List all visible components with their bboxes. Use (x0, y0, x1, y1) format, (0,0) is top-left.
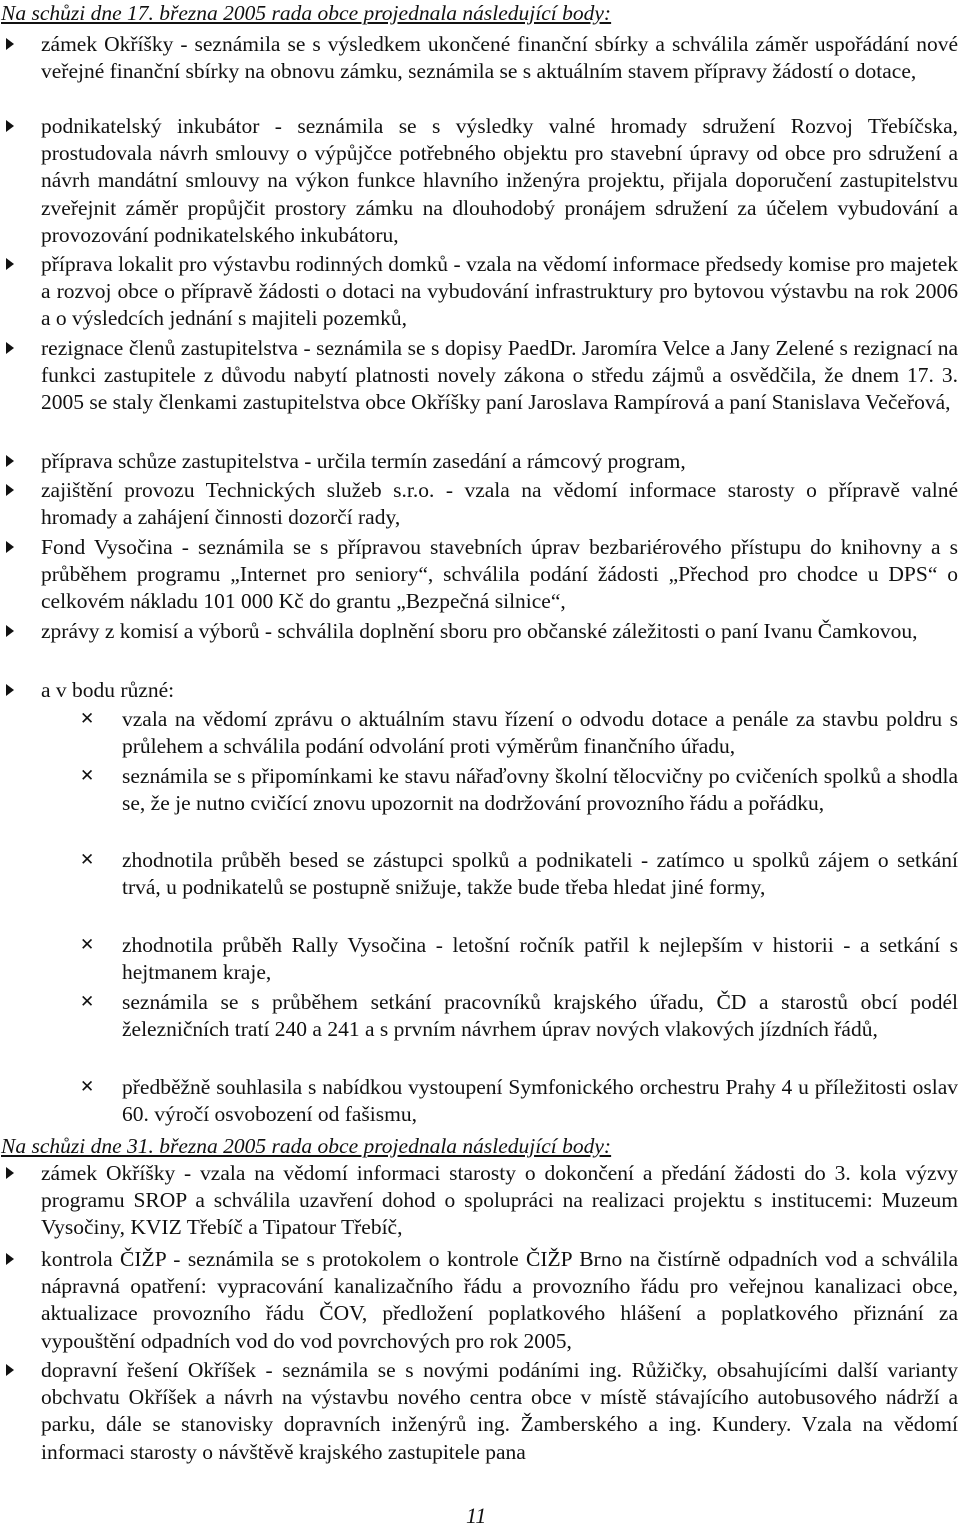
sub-list-item-text: zhodnotila průběh Rally Vysočina - letošní ročník patřil k nejlepším v historii - a setkání s hejtmanem kraje, (122, 933, 958, 985)
triangle-bullet-icon (6, 625, 14, 637)
list-item (0, 1160, 958, 1242)
list-item-text: dopravní řešení Okříšek - seznámila se s novými podáními ing. Růžičky, obsahujícími další varianty obchvatu Okříšek a návrh na výstavbu nového centra obce v místě stávajícího autobusového nádrží a parku, dále se stanovisky dopravních inženýrů ing. Žamberského a ing. Kundery. Vzala na vědomí informaci starosty o návštěvě krajského zastupitele pana (41, 1358, 958, 1464)
cross-bullet-icon: ✕ (80, 1077, 95, 1097)
list-item (0, 31, 958, 85)
list-item (0, 251, 958, 333)
sub-list-item-text: předběžně souhlasila s nabídkou vystoupení Symfonického orchestru Prahy 4 u příležitosti oslav 60. výročí osvobození od fašismu, (122, 1075, 958, 1127)
sub-list-item (0, 706, 958, 760)
list-item (0, 1357, 958, 1466)
sub-list-item-text: seznámila se s připomínkami ke stavu nářaďovny školní tělocvičny po cvičeních spolků a shodla se, že je nutno cvičící znovu upozornit na dodržování provozního řádu a pořádku, (122, 764, 958, 816)
section-heading-1: Na schůzi dne 17. března 2005 rada obce projednala následující body: (1, 1, 612, 25)
triangle-bullet-icon (6, 258, 14, 270)
list-item (0, 618, 958, 645)
list-item (0, 113, 958, 249)
triangle-bullet-icon (6, 38, 14, 50)
sub-list-item (0, 1074, 958, 1128)
triangle-bullet-icon (6, 120, 14, 132)
triangle-bullet-icon (6, 1364, 14, 1376)
list-item-text: zprávy z komisí a výborů - schválila doplnění sboru pro občanské záležitosti o paní Ivanu Čamkovou, (41, 619, 918, 643)
cross-bullet-icon: ✕ (80, 766, 95, 786)
sub-list-item-text: zhodnotila průběh besed se zástupci spolků a podnikateli - zatímco u spolků zájem o setkání trvá, u podnikatelů se postupně snižuje, takže bude třeba hledat jiné formy, (122, 848, 958, 900)
list-item-text: zámek Okříšky - vzala na vědomí informaci starosty o dokončení a předání žádosti do 3. kola výzvy programu SROP a schválila uzavření dohod o spolupráci na realizaci projektu s institucemi: Muzeum Vysočiny, KVIZ Třebíč a Tipatour Třebíč, (41, 1161, 958, 1240)
sub-list-item (0, 989, 958, 1043)
triangle-bullet-icon (6, 1167, 14, 1179)
cross-bullet-icon: ✕ (80, 850, 95, 870)
list-item-text: zámek Okříšky - seznámila se s výsledkem ukončené finanční sbírky a schválila záměr uspořádání nové veřejné finanční sbírky na obnovu zámku, seznámila se s aktuálním stavem přípravy žádostí o dotace, (41, 32, 958, 84)
triangle-bullet-icon (6, 455, 14, 467)
sub-list-item (0, 932, 958, 986)
list-item-text: rezignace členů zastupitelstva - seznámila se s dopisy PaedDr. Jaromíra Velce a Jany Zelené s rezignací na funkci zastupitele z důvodu nabytí platnosti novely zákona o středu zájmů a osvědčila, že dnem 17. 3. 2005 se staly členkami zastupitelstva obce Okříšky paní Jaroslava Rampírová a paní Stanislava Večeřová, (41, 336, 958, 415)
list-item-text: podnikatelský inkubátor - seznámila se s výsledky valné hromady sdružení Rozvoj Třebíčska, prostudovala návrh smlouvy o výpůjčce potřebného objektu pro stavební úpravy od obce pro sdružení a návrh mandátní smlouvy na výkon funkce hlavního inženýra projektu, přijala doporučení zastupitelstvu zveřejnit záměr propůjčit prostory zámku na dlouhodobý pronájem sdružení za účelem vybudování a provozování podnikatelského inkubátoru, (41, 114, 958, 247)
sub-list-item (0, 847, 958, 901)
cross-bullet-icon: ✕ (80, 935, 95, 955)
triangle-bullet-icon (6, 541, 14, 553)
list-item (0, 534, 958, 616)
sub-list-item-text: vzala na vědomí zprávu o aktuálním stavu řízení o odvodu dotace a penále za stavbu poldru s průlehem a schválila podání odvolání proti výměrům finančního úřadu, (122, 707, 958, 759)
list-item-text: kontrola ČIŽP - seznámila se s protokolem o kontrole ČIŽP Brno na čistírně odpadních vod a schválila nápravná opatření: vypracování kanalizačního řádu a provozního řádu pro veřejnou kanalizaci obce, aktualizace provozního řádu ČOV, předložení poplatkového hlášení a poplatkového přiznání za vypouštění odpadních vod do vod povrchových pro rok 2005, (41, 1247, 958, 1353)
sub-list-item (0, 763, 958, 817)
list-item (0, 335, 958, 417)
cross-bullet-icon: ✕ (80, 709, 95, 729)
triangle-bullet-icon (6, 1253, 14, 1265)
list-item (0, 448, 958, 475)
list-item-text: příprava lokalit pro výstavbu rodinných domků - vzala na vědomí informace předsedy komise pro majetek a rozvoj obce o přípravě žádosti o dotaci na vybudování infrastruktury pro bytovou výstavbu na rok 2006 a o výsledcích jednání s majiteli pozemků, (41, 252, 958, 331)
triangle-bullet-icon (6, 684, 14, 696)
section-heading-2: Na schůzi dne 31. března 2005 rada obce projednala následující body: (1, 1134, 612, 1158)
list-item-text: Fond Vysočina - seznámila se s přípravou stavebních úprav bezbariérového přístupu do knihovny a s průběhem programu „Internet pro seniory“, schválila podání žádosti „Přechod pro chodce u DPS“ o celkovém nákladu 101 000 Kč do grantu „Bezpečná silnice“, (41, 535, 958, 614)
list-item-text: zajištění provozu Technických služeb s.r.o. - vzala na vědomí informace starosty o přípravě valné hromady a zahájení činnosti dozorčí rady, (41, 478, 958, 530)
list-item (0, 677, 958, 704)
page-number: 11 (466, 1503, 487, 1528)
list-item (0, 1246, 958, 1355)
list-item-text: a v bodu různé: (41, 678, 175, 702)
triangle-bullet-icon (6, 484, 14, 496)
list-item (0, 477, 958, 531)
cross-bullet-icon: ✕ (80, 992, 95, 1012)
triangle-bullet-icon (6, 342, 14, 354)
list-item-text: příprava schůze zastupitelstva - určila termín zasedání a rámcový program, (41, 449, 686, 473)
sub-list-item-text: seznámila se s průběhem setkání pracovníků krajského úřadu, ČD a starostů obcí podél železničních tratí 240 a 241 a s prvním návrhem úprav nových vlakových jízdních řádů, (122, 990, 958, 1042)
